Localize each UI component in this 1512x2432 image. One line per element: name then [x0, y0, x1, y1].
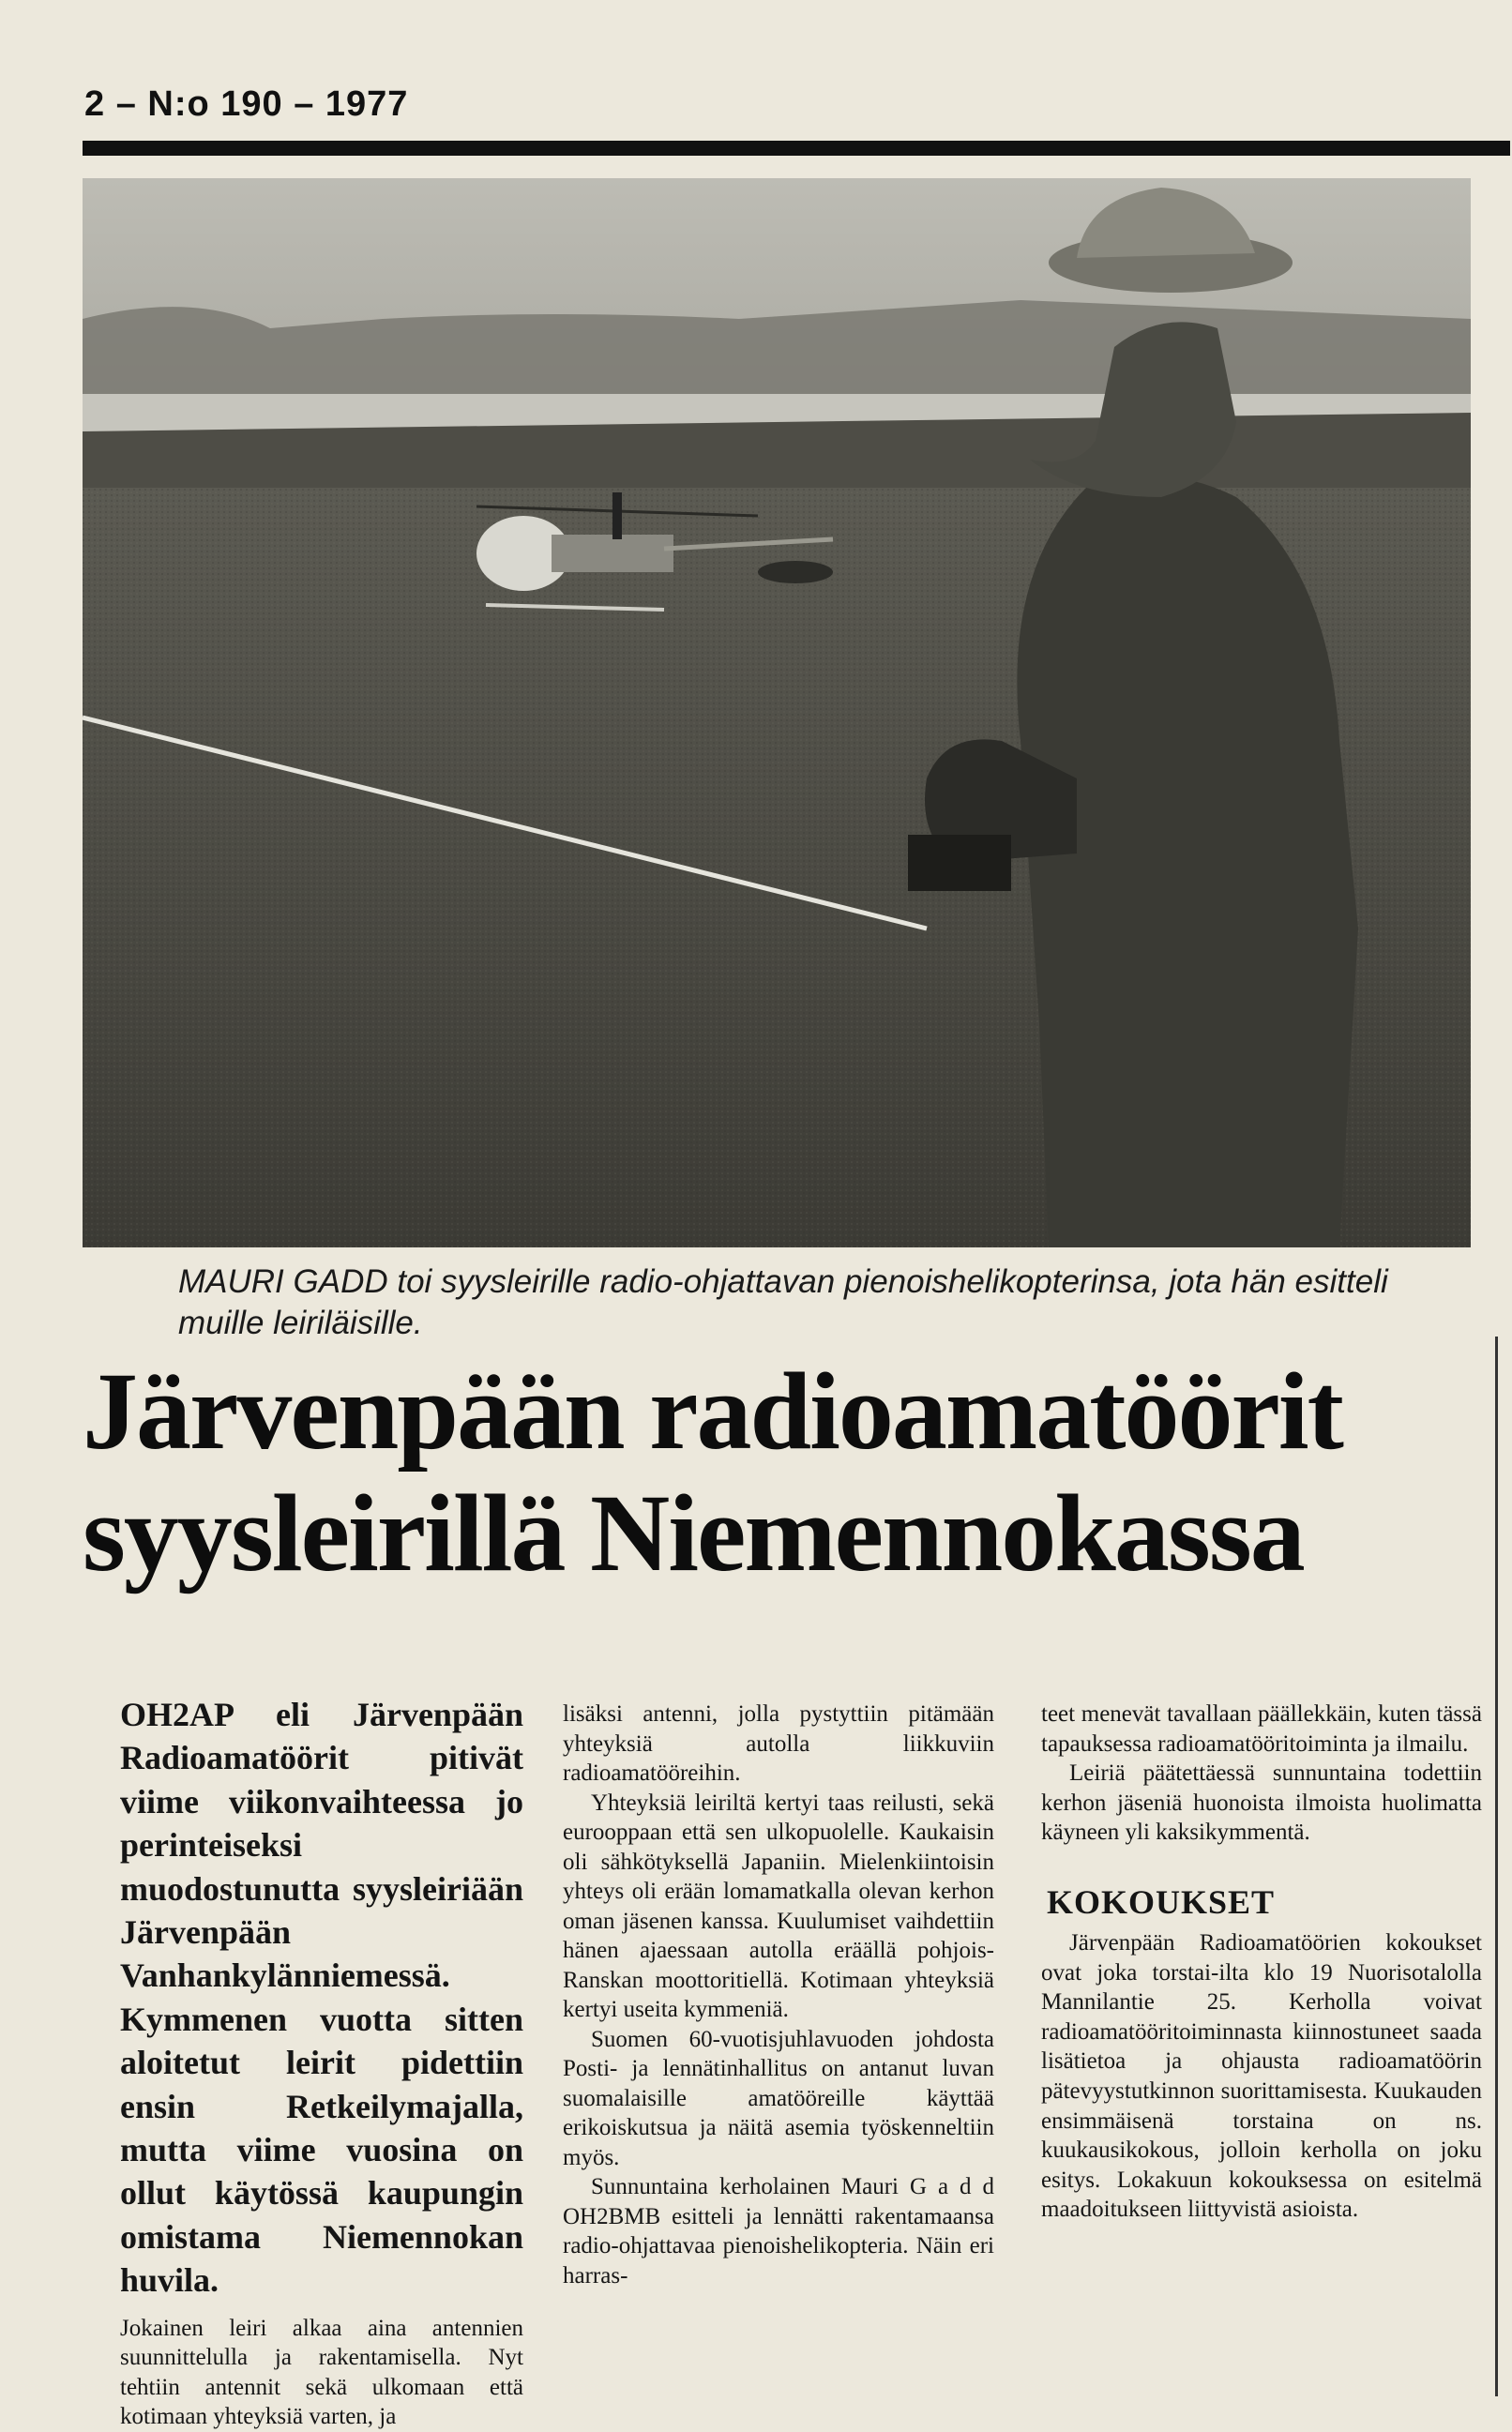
photo-caption: MAURI GADD toi syysleirille radio-ohjattavan pienoishelikopterinsa, jota hän esitteli muille leiriläisille.	[178, 1263, 1388, 1341]
article-paragraph: Järvenpään Radioamatöörien kokoukset ovat joka torstai-ilta klo 19 Nuorisotalolla Mannilantie 25. Kerholla voivat radioamatööritoiminnasta kiinnostuneet saada lisätietoa ja ohjausta radioamatöörin pätevyystutkinnon suorittamisesta. Kuukauden ensimmäisenä torstaina on ns. kuukausikokous, jolloin kerholla on joku esitys. Lokakuun kokouksessa on esitelmä maadoitukseen liittyvistä asioista.	[1041, 1929, 1482, 2223]
header-rule	[83, 141, 1510, 156]
article-column-3	[1041, 1699, 1482, 2225]
article-paragraph: Jokainen leiri alkaa aina antennien suunnittelulla ja rakentamisella. Nyt tehtiin antennit sekä ulkomaan että kotimaan yhteyksiä varten, ja	[120, 2315, 523, 2430]
headline-line-1: Järvenpään radioamatöörit	[83, 1350, 1342, 1473]
right-column-rule	[1495, 1337, 1498, 2396]
article-column-1	[120, 1693, 523, 2432]
photo-helicopter-man	[83, 178, 1471, 1247]
article-column-2	[563, 1699, 994, 2290]
article-paragraph: teet menevät tavallaan päällekkäin, kuten tässä tapauksessa radioamatööritoiminta ja ilmailu.	[1041, 1701, 1482, 1757]
photo-helicopter-man-icon	[83, 178, 1471, 1247]
headline-line-2: syysleirillä Niemennokassa	[83, 1472, 1304, 1594]
subhead-kokoukset: KOKOUKSET	[1047, 1882, 1276, 1921]
article-paragraph: Suomen 60-vuotisjuhlavuoden johdosta Posti- ja lennätinhallitus on antanut luvan suomalaisille amatööreille käyttää erikoiskutsua ja näitä asemia työskenneltiin myös.	[563, 2026, 994, 2170]
article-paragraph: Leiriä päätettäessä sunnuntaina todettiin kerhon jäseniä huonoista ilmoista huolimatta käyneen yli kaksikymmentä.	[1041, 1760, 1482, 1846]
article-paragraph: lisäksi antenni, jolla pystyttiin pitämään yhteyksiä autolla liikkuviin radioamatööreihin.	[563, 1701, 994, 1786]
dateline: 2 – N:o 190 – 1977	[84, 84, 409, 124]
article-paragraph: Yhteyksiä leiriltä kertyi taas reilusti, sekä eurooppaan että sen ulkopuolelle. Kaukaisin oli sähkötyksellä Japaniin. Mielenkiintoisin yhteys oli erään lomamatkalla olevan kerhon oman jäsenen kanssa. Kuulumiset vaihdettiin hänen ajaessaan autolla eräällä pohjois-Ranskan moottoritiellä. Kotimaan yhteyksiä kertyi useita kymmeniä.	[563, 1790, 994, 2022]
headline	[83, 1351, 1489, 1594]
article-paragraph: Sunnuntaina kerholainen Mauri G a d d OH2BMB esitteli ja lennätti rakentamaansa radio-ohjattavaa pienoishelikopteria. Näin eri harras-	[563, 2174, 994, 2288]
article-lead: OH2AP eli Järvenpään Radioamatöörit pitivät viime viikonvaihteessa jo perinteiseksi muodostunutta syysleiriään Järvenpään Vanhankylänniemessä. Kymmenen vuotta sitten aloitetut leirit pidettiin ensin Retkeilymajalla, mutta viime vuosina on ollut käytössä kaupungin omistama Niemennokan huvila.	[120, 1696, 523, 2300]
